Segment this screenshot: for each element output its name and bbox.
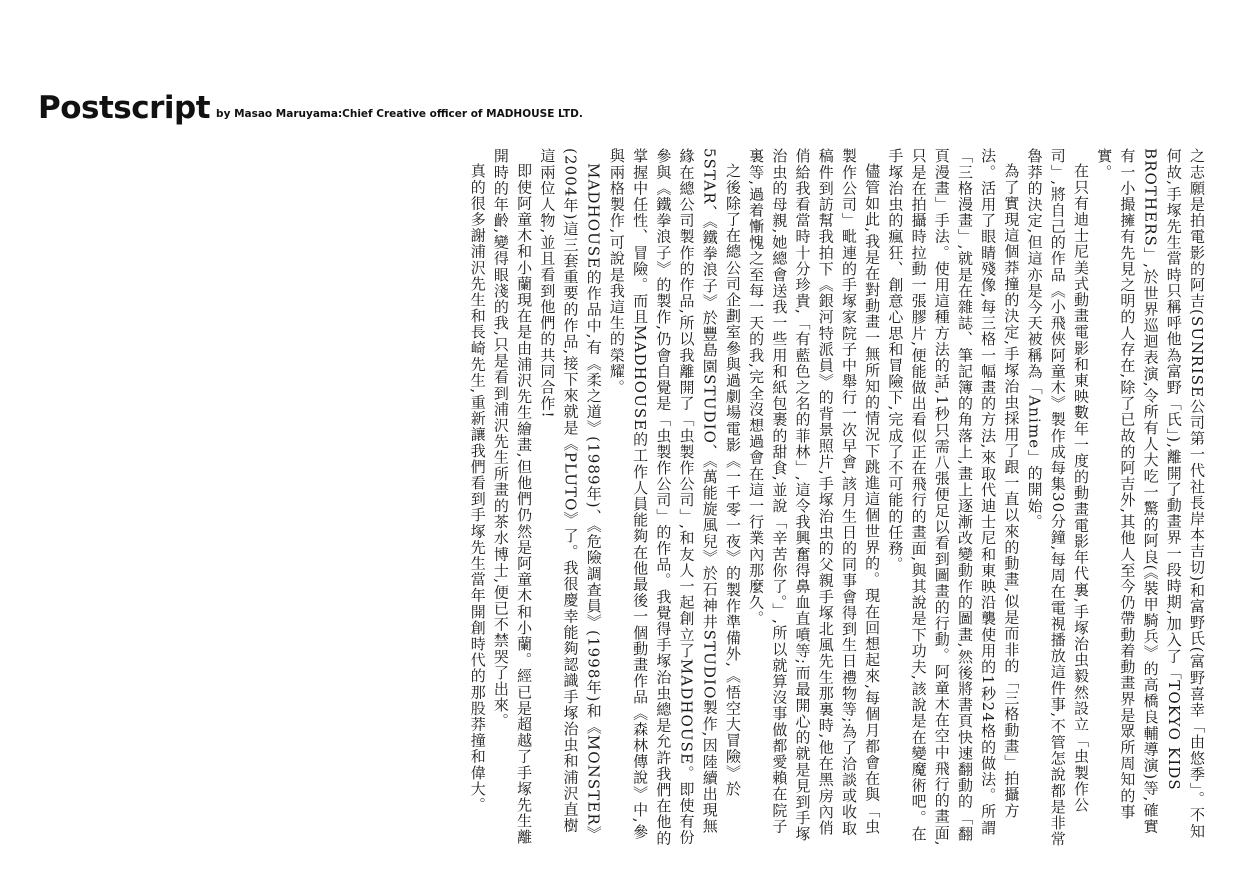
author-byline: by Masao Maruyama:Chief Creative officer of MADHOUSE LTD. — [216, 108, 583, 120]
paragraph-5: 之後除了在總公司企劃室參與過劇場電影《一千零一夜》的製作準備外,《悟空大冒險》於5STAR、《鐵拳浪子》於豐島園STUDIO、《萬能旋風兒》於石神井STUDIO製作,因陸續出現無緣在總公司製作的作品,所以我離開了「虫製作公司」,和友人一起創立了MADHOUSE。即使有份參與《鐵拳浪子》的製作,仍會自覺是「虫製作公司」的作品。我覺得手塚治虫總是允許我們在他的掌握中任性、冒險。而且MADHOUSE的工作人員能夠在他最後一個動畫作品《森林傳說》中,參與兩格製作,可說是我這生的榮耀。 — [607, 148, 742, 847]
paragraph-4: 儘管如此,我是在對動畫一無所知的情況下跳進這個世界的。現在回想起來,每個月都會在與「虫製作公司」毗連的手塚家院子中舉行一次早會,該月生日的同事會得到生日禮物等;為了洽談或收取稿件到訪幫我拍下《銀河特派員》的背景照片,手塚治虫的父親手塚北風先生那裏時,他在黑房內俏俏給我看當時十分珍貴,「有藍色之名的菲林」,這令我興奮得鼻血直噴等;而最開心的就是見到手塚治虫的母親,她總會送我一些用和紙包裹的甜食,並說「辛苦你了。」,所以就算沒事做都愛賴在院子裏等,過着慚愧之至每一天的我,完全沒想過會在這一行業內那麼久。 — [747, 148, 882, 843]
paragraph-3: 為了實現這個莽撞的決定,手塚治虫採用了跟一直以來的動畫,似是而非的「三格動畫」拍攝方法。活用了眼睛殘像,每三格一幅畫的方法,來取代迪士尼和東映沿襲使用的1秒24格的做法。所謂「三格漫畫」,就是在雜誌、筆記簿的角落上,畫上逐漸改變動作的圖畫,然後將書頁快速翻動的「翻頁漫畫」手法。使用這種方法的話,1秒只需八張便足以看到圖畫的行動。阿童木在空中飛行的畫面,只是在拍攝時拉動一張膠片,便能做出看似正在飛行的畫面,與其說是下功夫,該說是在變魔術吧。在手塚治虫的瘋狂、創意心思和冒險下,完成了不可能的任務。 — [886, 148, 1021, 847]
paragraph-7: 即使阿童木和小蘭現在是由浦沢先生繪畫,但他們仍然是阿童木和小蘭。經已是超越了手塚先生離開時的年齡,變得眼淺的我,只是看到浦沢先生所畫的茶水博士,便已不禁哭了出來。 — [491, 148, 534, 846]
paragraph-8: 真的很多謝浦沢先生和長崎先生,重新讓我們看到手塚先生當年開創時代的那股莽撞和偉大。 — [468, 163, 487, 813]
page-title: Postscript — [38, 90, 211, 126]
page-header — [38, 84, 583, 124]
article-body — [38, 148, 1208, 848]
paragraph-2: 在只有迪士尼美式動畫電影和東映數年一度的動畫電影年代裏,手塚治虫毅然設立「虫製作公司」,將自己的作品《小飛俠阿童木》製作成每集30分鐘,每周在電視播放這件事,不管怎說都是非常魯莽的決定,但這亦是今天被稱為「Anime」的開始。 — [1025, 148, 1090, 847]
paragraph-1: 之志願是拍電影的阿吉(SUNRISE公司第一代社長岸本吉切)和富野氏(富野喜幸「由悠季」。不知何故,手塚先生當時只稱呼他為富野「氏」),離開了動畫界一段時期,加入了「TOKYO KIDS BROTHERS」,於世界巡迴表演,令所有人大吃一驚的阿良(《裝甲騎兵》的高橋良輔導演)等,確實有一小撮擁有先見之明的人存在,除了已故的阿吉外,其他人至今仍帶動着動畫界是眾所周知的事實。 — [1095, 148, 1206, 840]
paragraph-6: MADHOUSE的作品中,有《柔之道》(1989年)、《危險調查員》(1998年)和《MONSTER》(2004年)這三套重要的作品,接下來就是《PLUTO》了。我很慶幸能夠認識手塚治虫和浦沢直樹這兩位人物,並且看到他們的共同合作! — [538, 148, 603, 842]
